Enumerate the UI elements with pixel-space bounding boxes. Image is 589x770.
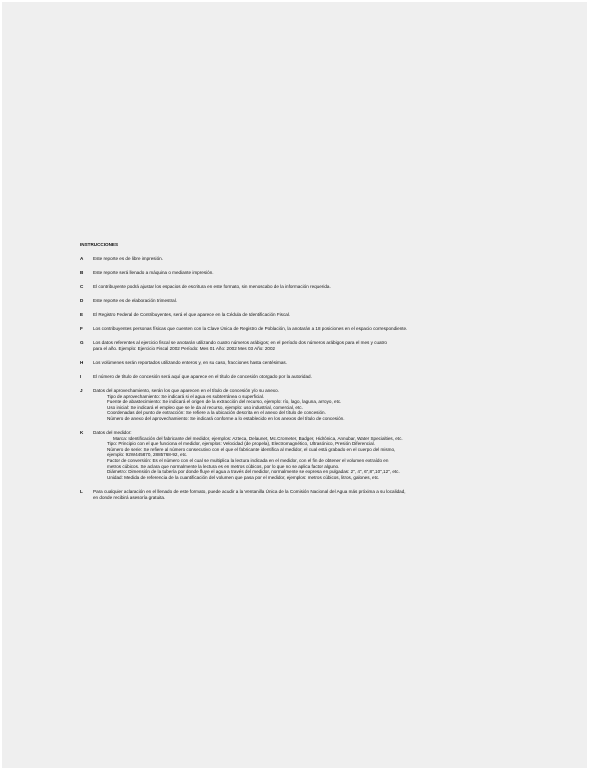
item-letter: B	[80, 269, 84, 275]
item-subline: Marca: Identificación del fabricante del medidor, ejemplos: Azteca, Delaunet, Mc.Crometer, Badger, Hidrónica, Annubar, Water Specialties, etc.	[113, 435, 403, 441]
item-text: Los datos referentes al ejercicio fiscal se anotarán utilizando cuatro números arábigos; en el período dos números arábigos para el mes y cuatro	[93, 340, 387, 346]
item-letter: G	[80, 340, 84, 346]
item-letter: I	[80, 373, 82, 379]
item-text: Datos del medidor:	[93, 430, 132, 436]
instruction-item-i	[80, 374, 520, 380]
item-text: Los volúmenes serán reportados utilizando enteros y, en su caso, fracciones hasta centésimas.	[93, 359, 287, 365]
item-subline: Tipo: Principio con el que funciona el medidor, ejemplos: Velocidad (de propela), Electromagnético, Ultrasónico, Presión Diferencial.	[107, 441, 375, 447]
instructions-heading: INSTRUCCIONES	[80, 242, 119, 247]
item-letter: F	[80, 326, 83, 332]
item-subline: Fuente de abastecimiento: Se indicará el origen de la extracción del recurso, ejemplo: río, lago, laguna, arroyo, etc.	[107, 399, 342, 405]
instruction-item-f	[80, 326, 520, 332]
item-letter: C	[80, 283, 84, 289]
document-page	[2, 2, 587, 768]
instruction-item-l	[80, 489, 520, 500]
instruction-item-h	[80, 360, 520, 366]
item-text: Este reporte es de elaboración trimestral.	[93, 297, 178, 303]
item-letter: L	[80, 488, 83, 494]
instruction-item-k	[80, 430, 520, 480]
item-subline: Número de serie: Se refiere al número consecutivo con el que el fabricante identifica al medidor, el cual está grabado en el cuerpo del mismo,	[107, 446, 396, 452]
instruction-item-a	[80, 256, 520, 262]
item-text: El contribuyente podrá ajustar los espacios de escritura en este formato, sin menoscabo de la información requerida.	[93, 283, 331, 289]
instruction-item-e	[80, 312, 520, 318]
item-subline: Diámetro: Dimensión de la tubería por donde fluye el agua a través del medidor, normalmente se expresa en pulgadas: 2", 4", 6",8",10",12", etc.	[107, 469, 400, 475]
item-letter: K	[80, 430, 84, 436]
item-text-continued: en donde recibirá asesoría gratuita.	[93, 494, 166, 500]
item-text: El número de título de concesión será aquí que aparece en el título de concesión otorgado por la autoridad.	[93, 373, 312, 379]
item-subline: metros cúbicos. Se aclara que normalmente la lectura es en metros cúbicos, por lo que no se aplica factor alguno.	[107, 463, 340, 469]
item-subline: Tipo de aprovechamiento: Se indicará si el agua es subterránea o superficial.	[107, 393, 265, 399]
item-subline: Factor de conversión: Es el número con el cual se multiplica la lectura indicada en el medidor, con el fin de obtener el volumen extraído en	[107, 458, 389, 464]
item-letter: A	[80, 255, 84, 261]
item-letter: E	[80, 311, 84, 317]
item-letter: J	[80, 388, 83, 394]
item-text: Este reporte es de libre impresión.	[93, 255, 163, 261]
instruction-item-b	[80, 270, 520, 276]
item-subline: Uso inicial: Se indicará el empleo que se le da al recurso, ejemplo: uso industrial, comercial, etc.	[107, 404, 303, 410]
instructions-section	[80, 242, 520, 509]
item-text: Datos del aprovechamiento, serán los que aparecen en el título de concesión y/o su anexo.	[93, 388, 279, 394]
item-letter: D	[80, 297, 84, 303]
instruction-item-g	[80, 340, 520, 351]
instruction-item-j	[80, 388, 520, 422]
item-text: Los contribuyentes personas físicas que cuenten con la Clave Única de Registro de Población, la anotarán a 18 posiciones en el espacio correspondiente.	[93, 326, 408, 332]
item-subline: Coordenadas del punto de extracción: Se refiere a la ubicación descrita en el anexo del título de concesión.	[107, 410, 326, 416]
item-subline: Número de anexo del aprovechamiento: Se indicará conforme a lo establecido en los anexos del título de concesión.	[107, 416, 345, 421]
item-text: Para cualquier aclaración en el llenado de este formato, puede acudir a la Ventanilla Única de la Comisión Nacional del Agua más próxima a su localidad,	[93, 488, 406, 494]
instruction-item-d	[80, 298, 520, 304]
item-subline: ejemplo: 92W445870, 2885768-92, etc.	[107, 452, 188, 458]
item-subline: Unidad: Medida de referencia de la cuantificación del volumen que pasa por el medidor, ejemplos: metros cúbicos, litros, galones, etc.	[107, 474, 380, 480]
item-letter: H	[80, 359, 84, 365]
item-text-example: para el año. Ejemplo: Ejercicio Fiscal 2002 Período: Mes 01 Año: 2002 Mes 03 Año: 2002	[93, 345, 276, 351]
instruction-item-c	[80, 284, 520, 290]
item-text: El Registro Federal de Contribuyentes, será el que aparece en la Cédula de Identificación Fiscal.	[93, 311, 291, 317]
item-text: Este reporte será llenado a máquina o mediante impresión.	[93, 269, 214, 275]
